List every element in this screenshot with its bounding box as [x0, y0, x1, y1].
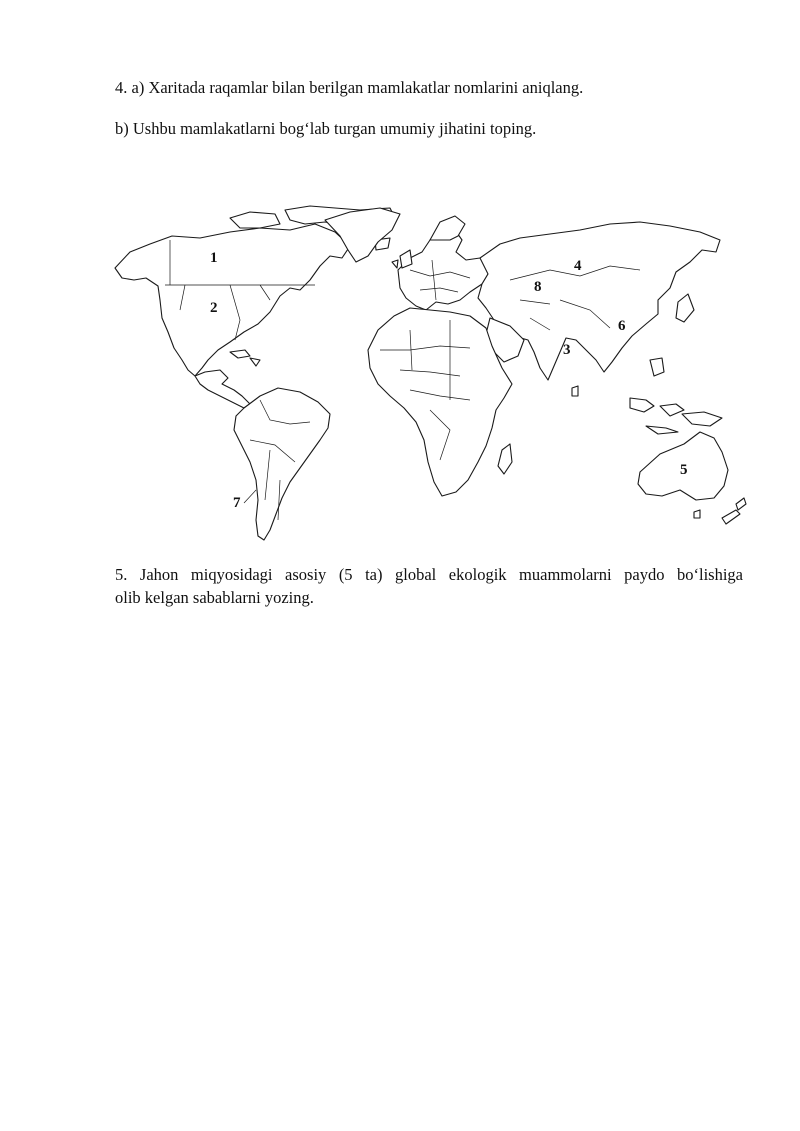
world-map — [110, 200, 760, 545]
map-label-5: 5 — [680, 462, 688, 478]
map-label-3: 3 — [563, 342, 571, 358]
map-label-2: 2 — [210, 300, 218, 316]
map-label-1: 1 — [210, 250, 218, 266]
map-label-6: 6 — [618, 318, 626, 334]
map-label-7-pointer — [244, 490, 256, 503]
map-label-8: 8 — [534, 279, 542, 295]
south-america-outline — [234, 388, 330, 540]
europe-outline — [398, 230, 490, 310]
central-america-outline — [195, 370, 250, 408]
question-5-line-2: olib kelgan sabablarni yozing. — [115, 588, 314, 607]
question-4b: b) Ushbu mamlakatlarni bog‘lab turgan umumiy jihatini toping. — [115, 119, 537, 138]
question-4a: 4. a) Xaritada raqamlar bilan berilgan mamlakatlar nomlarini aniqlang. — [115, 78, 584, 97]
map-label-7: 7 — [233, 495, 241, 511]
question-5-line-1: 5. Jahon miqyosidagi asosiy (5 ta) global ekologik muammolarni paydo bo‘lishiga — [115, 565, 743, 584]
map-label-4: 4 — [574, 258, 582, 274]
